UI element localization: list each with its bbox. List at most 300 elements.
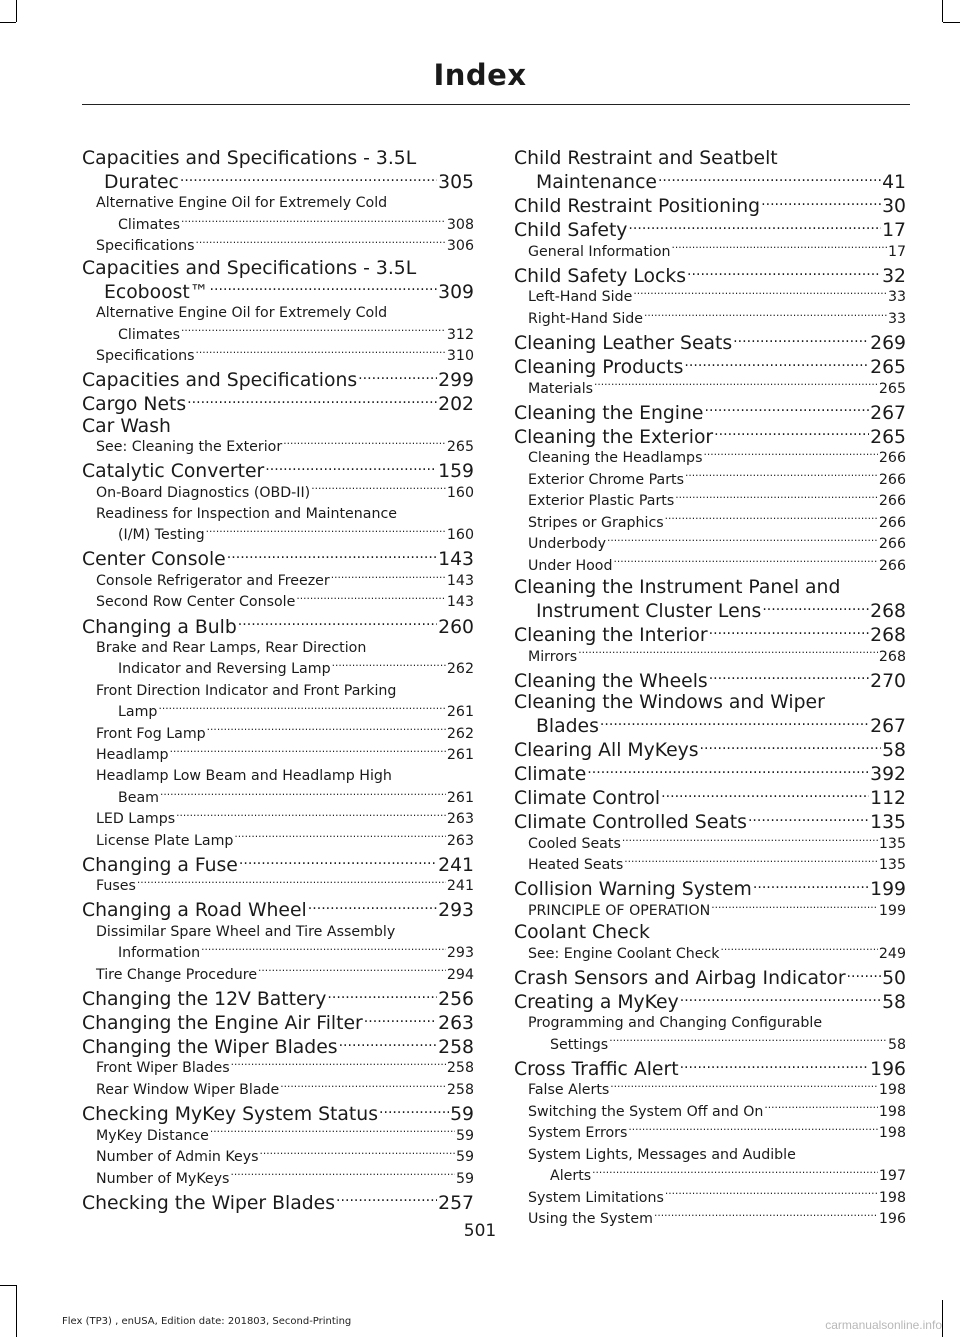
index-entry-text: Front Wiper Blades xyxy=(96,1060,230,1077)
index-page-ref: 59 xyxy=(455,1170,474,1187)
dot-leader xyxy=(665,1187,878,1201)
dot-leader xyxy=(711,901,878,915)
index-entry-text: Exterior Chrome Parts xyxy=(528,471,685,488)
index-page-ref: 305 xyxy=(438,172,474,194)
index-page-ref: 160 xyxy=(446,484,474,501)
index-subentry xyxy=(514,1080,906,1101)
index-page-ref: 269 xyxy=(870,332,906,354)
index-entry xyxy=(82,416,474,437)
index-entry-text: General Information xyxy=(528,243,671,260)
index-entry-text: Specifications xyxy=(96,238,195,255)
index-subentry xyxy=(82,1147,474,1168)
index-subentry xyxy=(82,236,474,257)
index-page-ref: 32 xyxy=(882,265,906,287)
index-page-ref: 270 xyxy=(870,670,906,692)
dot-leader xyxy=(283,437,446,451)
dot-leader xyxy=(675,491,878,505)
index-entry-text: Second Row Center Console xyxy=(96,594,296,611)
dot-leader xyxy=(592,1166,878,1180)
index-subentry xyxy=(82,638,474,681)
index-column-right xyxy=(514,148,906,1230)
index-entry xyxy=(514,786,906,810)
index-page-ref: 261 xyxy=(446,704,474,721)
index-entry xyxy=(514,989,906,1013)
index-subentry xyxy=(82,809,474,830)
index-entry-text: Front Fog Lamp xyxy=(96,725,206,742)
index-page-ref: 58 xyxy=(887,1036,906,1053)
index-page-ref: 17 xyxy=(882,220,906,242)
index-entry-text: Rear Window Wiper Blade xyxy=(96,1081,280,1098)
index-entry-text: Car Wash xyxy=(82,415,171,437)
dot-leader xyxy=(201,943,446,957)
index-entry xyxy=(82,1034,474,1058)
index-entry-text: License Plate Lamp xyxy=(96,832,234,849)
dot-leader xyxy=(687,263,881,282)
index-entry-text: False Alerts xyxy=(528,1082,610,1099)
index-entry-text: Maintenance xyxy=(536,172,657,194)
index-page-ref: 159 xyxy=(438,461,474,483)
index-subentry xyxy=(514,534,906,555)
header-divider xyxy=(82,104,910,105)
index-entry-text: Cleaning the Interior xyxy=(514,625,708,647)
index-page-ref: 293 xyxy=(446,945,474,962)
dot-leader xyxy=(762,598,869,617)
crop-mark-top-left-h xyxy=(0,22,16,23)
index-subentry xyxy=(514,448,906,469)
index-page-ref: 241 xyxy=(438,854,474,876)
index-entry-text: Climate xyxy=(514,764,587,786)
index-entry-text: System Limitations xyxy=(528,1189,664,1206)
index-entry-text: Child Safety xyxy=(514,220,628,242)
index-subentry xyxy=(514,469,906,490)
dot-leader xyxy=(195,236,445,250)
index-page-ref: 294 xyxy=(446,966,474,983)
crop-mark-bottom-left-h xyxy=(0,1285,16,1286)
index-entry-text: Clearing All MyKeys xyxy=(514,740,699,762)
index-entry-text: Crash Sensors and Airbag Indicator xyxy=(514,967,846,989)
dot-leader xyxy=(311,482,446,496)
dot-leader xyxy=(633,287,887,301)
index-subentry xyxy=(514,855,906,876)
index-subentry xyxy=(82,437,474,458)
index-entry-text: Cleaning the Wheels xyxy=(514,670,708,692)
index-entry-text: Tire Change Procedure xyxy=(96,966,258,983)
index-entry-text: Cleaning the Windows and Wiper xyxy=(514,691,825,713)
index-page-ref: 268 xyxy=(870,600,906,622)
index-subentry xyxy=(82,346,474,367)
index-entry-text: Mirrors xyxy=(528,648,578,665)
index-page-ref: 160 xyxy=(446,527,474,544)
index-page-ref: 199 xyxy=(870,879,906,901)
dot-leader xyxy=(753,877,869,896)
index-entry xyxy=(82,258,474,303)
index-subentry xyxy=(514,242,906,263)
index-subentry xyxy=(82,766,474,809)
index-subentry xyxy=(514,491,906,512)
index-entry-text: Climate Controlled Seats xyxy=(514,812,747,834)
index-entry-text: Cleaning the Engine xyxy=(514,402,704,424)
dot-leader xyxy=(709,622,870,641)
index-entry-text: Switching the System Off and On xyxy=(528,1103,764,1120)
dot-leader xyxy=(628,1123,878,1137)
index-entry xyxy=(82,1101,474,1125)
dot-leader xyxy=(714,424,869,443)
dot-leader xyxy=(680,989,881,1008)
index-entry-text: LED Lamps xyxy=(96,811,176,828)
index-entry-text: Underbody xyxy=(528,536,607,553)
index-entry-text: Collision Warning System xyxy=(514,879,752,901)
dot-leader xyxy=(336,1190,437,1209)
dot-leader xyxy=(614,555,878,569)
index-page-ref: 260 xyxy=(438,616,474,638)
index-page-ref: 265 xyxy=(878,380,906,397)
index-page-ref: 50 xyxy=(882,967,906,989)
dot-leader xyxy=(658,169,881,188)
page-number: 501 xyxy=(463,1221,497,1241)
index-page-ref: 58 xyxy=(882,740,906,762)
index-entry-text: Dissimilar Spare Wheel and Tire Assembly xyxy=(96,923,396,940)
dot-leader xyxy=(170,745,446,759)
index-entry-text: Capacities and Specifications xyxy=(82,370,358,392)
index-entry xyxy=(514,622,906,646)
index-entry xyxy=(82,986,474,1010)
index-entry-text: Exterior Plastic Parts xyxy=(528,493,675,510)
index-page-ref: 262 xyxy=(446,661,474,678)
index-entry-text: Child Restraint Positioning xyxy=(514,196,761,218)
index-page-ref: 268 xyxy=(870,625,906,647)
index-page-ref: 267 xyxy=(870,402,906,424)
index-entry-text: Changing the 12V Battery xyxy=(82,988,327,1010)
index-subentry xyxy=(82,1058,474,1079)
index-entry-text: PRINCIPLE OF OPERATION xyxy=(528,902,711,919)
index-entry xyxy=(514,193,906,217)
index-page-ref: 257 xyxy=(438,1192,474,1214)
index-entry-text: See: Engine Coolant Check xyxy=(528,945,720,962)
index-subentry xyxy=(514,1013,906,1056)
index-page-ref: 143 xyxy=(446,572,474,589)
crop-mark-bottom-left-v xyxy=(16,1285,17,1337)
index-entry-text: Changing the Wiper Blades xyxy=(82,1037,338,1058)
index-page-ref: 196 xyxy=(870,1058,906,1080)
index-subentry xyxy=(82,876,474,897)
index-page-ref: 308 xyxy=(446,216,474,233)
index-page-ref: 202 xyxy=(438,394,474,416)
index-page-ref: 59 xyxy=(455,1127,474,1144)
dot-leader xyxy=(721,944,878,958)
dot-leader xyxy=(661,786,869,805)
index-entry-text: Materials xyxy=(528,380,594,397)
index-page-ref: 265 xyxy=(446,438,474,455)
index-entry-text: Cleaning Products xyxy=(514,357,684,379)
index-entry-text: Ecoboost™ xyxy=(104,281,209,303)
index-entry-text: Brake and Rear Lamps, Rear Direction xyxy=(96,639,367,656)
index-entry-text: Headlamp Low Beam and Headlamp High xyxy=(96,768,392,785)
index-entry xyxy=(514,965,906,989)
index-page-ref: 33 xyxy=(887,310,906,327)
dot-leader xyxy=(685,469,878,483)
index-page-ref: 261 xyxy=(446,747,474,764)
index-subentry xyxy=(514,1145,906,1188)
dot-leader xyxy=(578,646,878,660)
index-entry-text: Alternative Engine Oil for Extremely Cold xyxy=(96,195,388,212)
dot-leader xyxy=(704,400,869,419)
index-entry-text: Readiness for Inspection and Maintenance xyxy=(96,505,397,522)
dot-leader xyxy=(684,354,869,373)
dot-leader xyxy=(331,571,446,585)
index-page-ref: 198 xyxy=(878,1125,906,1142)
index-entry-text: Stripes or Graphics xyxy=(528,514,664,531)
dot-leader xyxy=(587,761,869,780)
index-page-ref: 33 xyxy=(887,289,906,306)
dot-leader xyxy=(703,448,877,462)
crop-mark-top-right-v xyxy=(942,0,943,22)
index-entry-text: On-Board Diagnostics (OBD-II) xyxy=(96,484,311,501)
index-entry-text: Heated Seats xyxy=(528,857,624,874)
index-page-ref: 249 xyxy=(878,945,906,962)
index-subentry xyxy=(82,193,474,236)
index-entry-text: Indicator and Reversing Lamp xyxy=(118,661,331,678)
index-page-ref: 266 xyxy=(878,557,906,574)
index-page-ref: 258 xyxy=(438,1037,474,1058)
index-page-ref: 392 xyxy=(870,764,906,786)
dot-leader xyxy=(158,702,445,716)
index-subentry xyxy=(82,1125,474,1146)
index-entry xyxy=(514,761,906,785)
index-page-ref: 196 xyxy=(878,1211,906,1228)
dot-leader xyxy=(137,876,446,890)
dot-leader xyxy=(231,1058,446,1072)
index-entry-text: Blades xyxy=(536,716,599,738)
index-page-ref: 266 xyxy=(878,514,906,531)
index-page-ref: 263 xyxy=(438,1012,474,1034)
dot-leader xyxy=(332,659,446,673)
index-entry-text: Checking MyKey System Status xyxy=(82,1104,378,1126)
index-entry-text: Console Refrigerator and Freezer xyxy=(96,572,330,589)
index-entry xyxy=(514,148,906,193)
index-page-ref: 267 xyxy=(870,716,906,738)
index-subentry xyxy=(82,303,474,346)
index-page-ref: 256 xyxy=(438,988,474,1010)
index-page-ref: 198 xyxy=(878,1189,906,1206)
index-entry-text: Cleaning the Instrument Panel and xyxy=(514,576,841,598)
index-entry xyxy=(82,1190,474,1214)
dot-leader xyxy=(327,986,437,1005)
index-entry-text: Climates xyxy=(118,216,180,233)
index-entry-text: Fuses xyxy=(96,878,136,895)
index-page-ref: 258 xyxy=(446,1060,474,1077)
index-page-ref: 59 xyxy=(455,1149,474,1166)
index-page-ref: 241 xyxy=(446,878,474,895)
index-entry-text: Center Console xyxy=(82,549,226,571)
index-page-ref: 17 xyxy=(887,243,906,260)
index-entry-text: Capacities and Specifications - 3.5L xyxy=(82,257,417,279)
index-subentry xyxy=(514,1187,906,1208)
dot-leader xyxy=(594,378,878,392)
index-subentry xyxy=(514,1123,906,1144)
index-subentry xyxy=(82,831,474,852)
index-page-ref: 135 xyxy=(878,857,906,874)
index-entry-text: Programming and Changing Configurable xyxy=(528,1015,823,1032)
index-page-ref: 143 xyxy=(446,594,474,611)
index-subentry xyxy=(514,378,906,399)
dot-leader xyxy=(195,346,445,360)
index-page-ref: 197 xyxy=(878,1168,906,1185)
index-subentry xyxy=(514,512,906,533)
dot-leader xyxy=(624,855,878,869)
index-page-ref: 263 xyxy=(446,832,474,849)
index-page-ref: 263 xyxy=(446,811,474,828)
index-entry-text: Changing a Fuse xyxy=(82,854,238,876)
index-entry xyxy=(514,424,906,448)
index-entry xyxy=(514,400,906,424)
index-entry-text: Information xyxy=(118,945,201,962)
index-entry xyxy=(514,577,906,622)
index-entry-text: Under Hood xyxy=(528,557,613,574)
index-page-ref: 266 xyxy=(878,536,906,553)
index-entry xyxy=(514,692,906,737)
index-entry xyxy=(514,354,906,378)
index-page-ref: 268 xyxy=(878,648,906,665)
dot-leader xyxy=(230,1168,455,1182)
dot-leader xyxy=(358,367,437,386)
dot-leader xyxy=(600,713,869,732)
index-entry-text: Left-Hand Side xyxy=(528,289,633,306)
index-entry xyxy=(82,898,474,922)
dot-leader xyxy=(210,1125,455,1139)
index-subentry xyxy=(82,1080,474,1101)
index-entry-text: Cooled Seats xyxy=(528,835,621,852)
index-entry-text: Cross Traffic Alert xyxy=(514,1058,679,1080)
index-entry-text: Alternative Engine Oil for Extremely Cold xyxy=(96,305,388,322)
index-page-ref: 143 xyxy=(438,549,474,571)
index-page-ref: 198 xyxy=(878,1103,906,1120)
index-entry-text: Changing a Road Wheel xyxy=(82,900,307,922)
dot-leader xyxy=(733,330,869,349)
index-entry-text: Child Restraint and Seatbelt xyxy=(514,148,778,169)
dot-leader xyxy=(680,1056,870,1075)
index-entry xyxy=(514,263,906,287)
index-entry-text: Specifications xyxy=(96,348,195,365)
index-page-ref: 258 xyxy=(446,1081,474,1098)
index-page-ref: 135 xyxy=(870,812,906,834)
index-subentry xyxy=(82,504,474,547)
index-page-ref: 59 xyxy=(450,1104,474,1126)
index-subentry xyxy=(82,482,474,503)
dot-leader xyxy=(665,512,878,526)
crop-mark-top-left-v xyxy=(16,0,17,22)
index-entry-text: Climates xyxy=(118,326,180,343)
index-entry-text: Duratec xyxy=(104,172,179,194)
index-entry-text: Capacities and Specifications - 3.5L xyxy=(82,148,417,169)
dot-leader xyxy=(700,737,882,756)
dot-leader xyxy=(609,1035,887,1049)
index-entry xyxy=(514,877,906,901)
index-entry xyxy=(82,458,474,482)
index-entry xyxy=(514,737,906,761)
index-entry xyxy=(514,668,906,692)
index-entry xyxy=(82,148,474,193)
index-page-ref: 266 xyxy=(878,450,906,467)
index-subentry xyxy=(514,901,906,922)
index-entry-text: System Lights, Messages and Audible xyxy=(528,1146,796,1163)
index-entry-text: System Errors xyxy=(528,1125,628,1142)
index-page-ref: 265 xyxy=(870,426,906,448)
index-entry-text: See: Cleaning the Exterior xyxy=(96,438,283,455)
dot-leader xyxy=(628,217,881,236)
index-entry-text: Changing the Engine Air Filter xyxy=(82,1012,363,1034)
index-entry-text: Child Safety Locks xyxy=(514,265,687,287)
dot-leader xyxy=(160,788,446,802)
index-entry-text: Number of Admin Keys xyxy=(96,1149,259,1166)
dot-leader xyxy=(181,215,446,229)
dot-leader xyxy=(180,169,437,188)
index-subentry xyxy=(514,646,906,667)
index-page-ref: 198 xyxy=(878,1082,906,1099)
index-page-ref: 266 xyxy=(878,493,906,510)
index-page-ref: 293 xyxy=(438,900,474,922)
dot-leader xyxy=(709,668,869,687)
dot-leader xyxy=(227,547,437,566)
index-entry xyxy=(82,391,474,415)
footer-edition-text: Flex (TP3) , enUSA, Edition date: 201803, Second-Printing xyxy=(62,1316,352,1327)
dot-leader xyxy=(187,391,437,410)
index-entry xyxy=(514,922,906,943)
index-entry xyxy=(82,614,474,638)
index-page-ref: 112 xyxy=(870,788,906,810)
index-entry-text: Beam xyxy=(118,789,159,806)
watermark-text: carmanualsonline.info xyxy=(825,1318,942,1332)
index-entry-text: MyKey Distance xyxy=(96,1127,209,1144)
index-subentry xyxy=(514,287,906,308)
index-subentry xyxy=(514,309,906,330)
index-entry-text: Settings xyxy=(550,1036,609,1053)
index-page-ref: 265 xyxy=(870,357,906,379)
dot-leader xyxy=(607,534,878,548)
index-page-ref: 199 xyxy=(878,902,906,919)
dot-leader xyxy=(265,458,437,477)
crop-mark-bottom-right-v xyxy=(942,1300,943,1337)
dot-leader xyxy=(379,1101,449,1120)
index-entry xyxy=(514,330,906,354)
index-subentry xyxy=(82,681,474,724)
index-page-ref: 30 xyxy=(882,196,906,218)
index-page-ref: 299 xyxy=(438,370,474,392)
index-page-ref: 312 xyxy=(446,326,474,343)
index-page-ref: 261 xyxy=(446,789,474,806)
index-subentry xyxy=(514,555,906,576)
index-page-ref: 266 xyxy=(878,471,906,488)
dot-leader xyxy=(748,810,869,829)
index-subentry xyxy=(82,745,474,766)
index-entry-text: Headlamp xyxy=(96,747,169,764)
index-subentry xyxy=(82,965,474,986)
index-subentry xyxy=(514,944,906,965)
index-column-left xyxy=(82,148,474,1214)
index-entry-text: Checking the Wiper Blades xyxy=(82,1192,335,1214)
index-entry xyxy=(82,852,474,876)
index-entry xyxy=(82,367,474,391)
index-page-ref: 262 xyxy=(446,725,474,742)
index-page-ref: 310 xyxy=(446,348,474,365)
index-page-ref: 135 xyxy=(878,835,906,852)
index-entry-text: Climate Control xyxy=(514,788,661,810)
dot-leader xyxy=(622,834,878,848)
dot-leader xyxy=(308,898,437,917)
index-entry-text: Creating a MyKey xyxy=(514,991,679,1013)
dot-leader xyxy=(238,614,437,633)
index-entry xyxy=(514,810,906,834)
index-entry xyxy=(514,1056,906,1080)
